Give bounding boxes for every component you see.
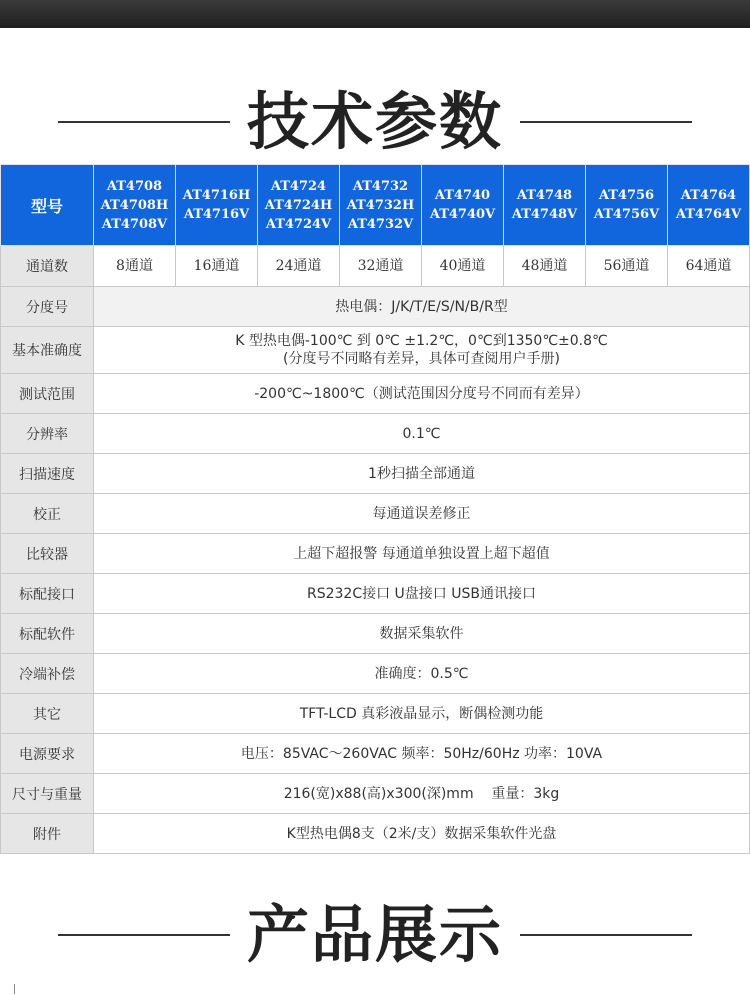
row-value: RS232C接口 U盘接口 USB通讯接口 <box>94 574 750 614</box>
spec-row-accuracy <box>1 327 750 374</box>
specs-heading <box>0 82 750 162</box>
row-value-line: (分度号不同略有差异，具体可查阅用户手册) <box>283 351 560 367</box>
model-name: AT4756V <box>593 207 660 222</box>
model-cell <box>586 165 668 246</box>
row-label: 基本准确度 <box>1 327 94 374</box>
row-label: 冷端补偿 <box>1 654 94 694</box>
spec-row-range <box>1 374 750 414</box>
model-header-label: 型号 <box>1 165 94 246</box>
row-value: TFT-LCD 真彩液晶显示，断偶检测功能 <box>94 694 750 734</box>
model-name: AT4748V <box>511 207 578 222</box>
model-name: AT4708V <box>101 216 168 232</box>
spec-row-other <box>1 694 750 734</box>
model-name: AT4740 <box>434 188 491 203</box>
row-label: 通道数 <box>1 246 94 287</box>
model-cell <box>176 165 258 246</box>
model-name: AT4708 <box>106 178 163 194</box>
row-value: 热电偶：J/K/T/E/S/N/B/R型 <box>94 287 750 327</box>
row-value: 1秒扫描全部通道 <box>94 454 750 494</box>
spec-row-scan-speed <box>1 454 750 494</box>
top-banner-bar <box>0 0 750 28</box>
heading-rule-right <box>520 934 692 936</box>
spec-row-power <box>1 734 750 774</box>
scroll-tick-mark <box>14 984 15 994</box>
model-name: AT4732 <box>352 178 409 194</box>
model-name: AT4708H <box>100 197 169 213</box>
spec-row-interfaces <box>1 574 750 614</box>
spec-row-software <box>1 614 750 654</box>
channel-count: 16通道 <box>176 246 258 287</box>
model-name: AT4716V <box>183 207 250 222</box>
row-label: 附件 <box>1 814 94 854</box>
row-value: 0.1℃ <box>94 414 750 454</box>
spec-row-accessories <box>1 814 750 854</box>
model-name: AT4732H <box>346 197 415 213</box>
row-label: 测试范围 <box>1 374 94 414</box>
row-value <box>94 327 750 374</box>
heading-rule-right <box>520 121 692 123</box>
row-value: 216(宽)x88(高)x300(深)mm 重量：3kg <box>94 774 750 814</box>
model-cell <box>94 165 176 246</box>
row-value: 准确度：0.5℃ <box>94 654 750 694</box>
row-value: 每通道误差修正 <box>94 494 750 534</box>
products-heading <box>0 895 750 975</box>
spec-table <box>0 164 750 854</box>
row-value: K型热电偶8支（2米/支）数据采集软件光盘 <box>94 814 750 854</box>
spec-row-comparator <box>1 534 750 574</box>
model-name: AT4716H <box>182 188 251 203</box>
row-value-line: K 型热电偶-100℃ 到 0℃ ±1.2℃，0℃到1350℃±0.8℃ <box>235 333 608 349</box>
model-name: AT4724V <box>265 216 332 232</box>
model-cell <box>340 165 422 246</box>
model-name: AT4724 <box>270 178 327 194</box>
model-cell <box>258 165 340 246</box>
products-heading-title: 产品展示 <box>246 898 503 971</box>
model-name: AT4764 <box>680 188 737 203</box>
model-cell <box>668 165 750 246</box>
row-label: 扫描速度 <box>1 454 94 494</box>
spec-row-dimensions <box>1 774 750 814</box>
model-name: AT4740V <box>429 207 496 222</box>
spec-row-thermocouple-type <box>1 287 750 327</box>
model-header-row <box>1 165 750 246</box>
model-name: AT4756 <box>598 188 655 203</box>
row-label: 其它 <box>1 694 94 734</box>
row-label: 标配接口 <box>1 574 94 614</box>
model-name: AT4724H <box>264 197 333 213</box>
row-label: 尺寸与重量 <box>1 774 94 814</box>
model-name: AT4764V <box>675 207 742 222</box>
channel-count: 24通道 <box>258 246 340 287</box>
channel-count: 56通道 <box>586 246 668 287</box>
channel-count: 48通道 <box>504 246 586 287</box>
row-label: 分辨率 <box>1 414 94 454</box>
model-name: AT4732V <box>347 216 414 232</box>
channel-count: 64通道 <box>668 246 750 287</box>
spec-row-calibration <box>1 494 750 534</box>
row-label: 比较器 <box>1 534 94 574</box>
row-label: 分度号 <box>1 287 94 327</box>
row-label: 电源要求 <box>1 734 94 774</box>
row-label: 标配软件 <box>1 614 94 654</box>
model-cell <box>422 165 504 246</box>
channel-count: 32通道 <box>340 246 422 287</box>
spec-row-resolution <box>1 414 750 454</box>
model-cell <box>504 165 586 246</box>
channels-row <box>1 246 750 287</box>
channel-count: 40通道 <box>422 246 504 287</box>
row-value: 数据采集软件 <box>94 614 750 654</box>
row-label: 校正 <box>1 494 94 534</box>
specs-heading-title: 技术参数 <box>246 85 503 158</box>
row-value: 上超下超报警 每通道单独设置上超下超值 <box>94 534 750 574</box>
channel-count: 8通道 <box>94 246 176 287</box>
spec-row-cold-junction <box>1 654 750 694</box>
row-value: 电压：85VAC～260VAC 频率：50Hz/60Hz 功率：10VA <box>94 734 750 774</box>
model-name: AT4748 <box>516 188 573 203</box>
row-value: -200℃~1800℃（测试范围因分度号不同而有差异） <box>94 374 750 414</box>
